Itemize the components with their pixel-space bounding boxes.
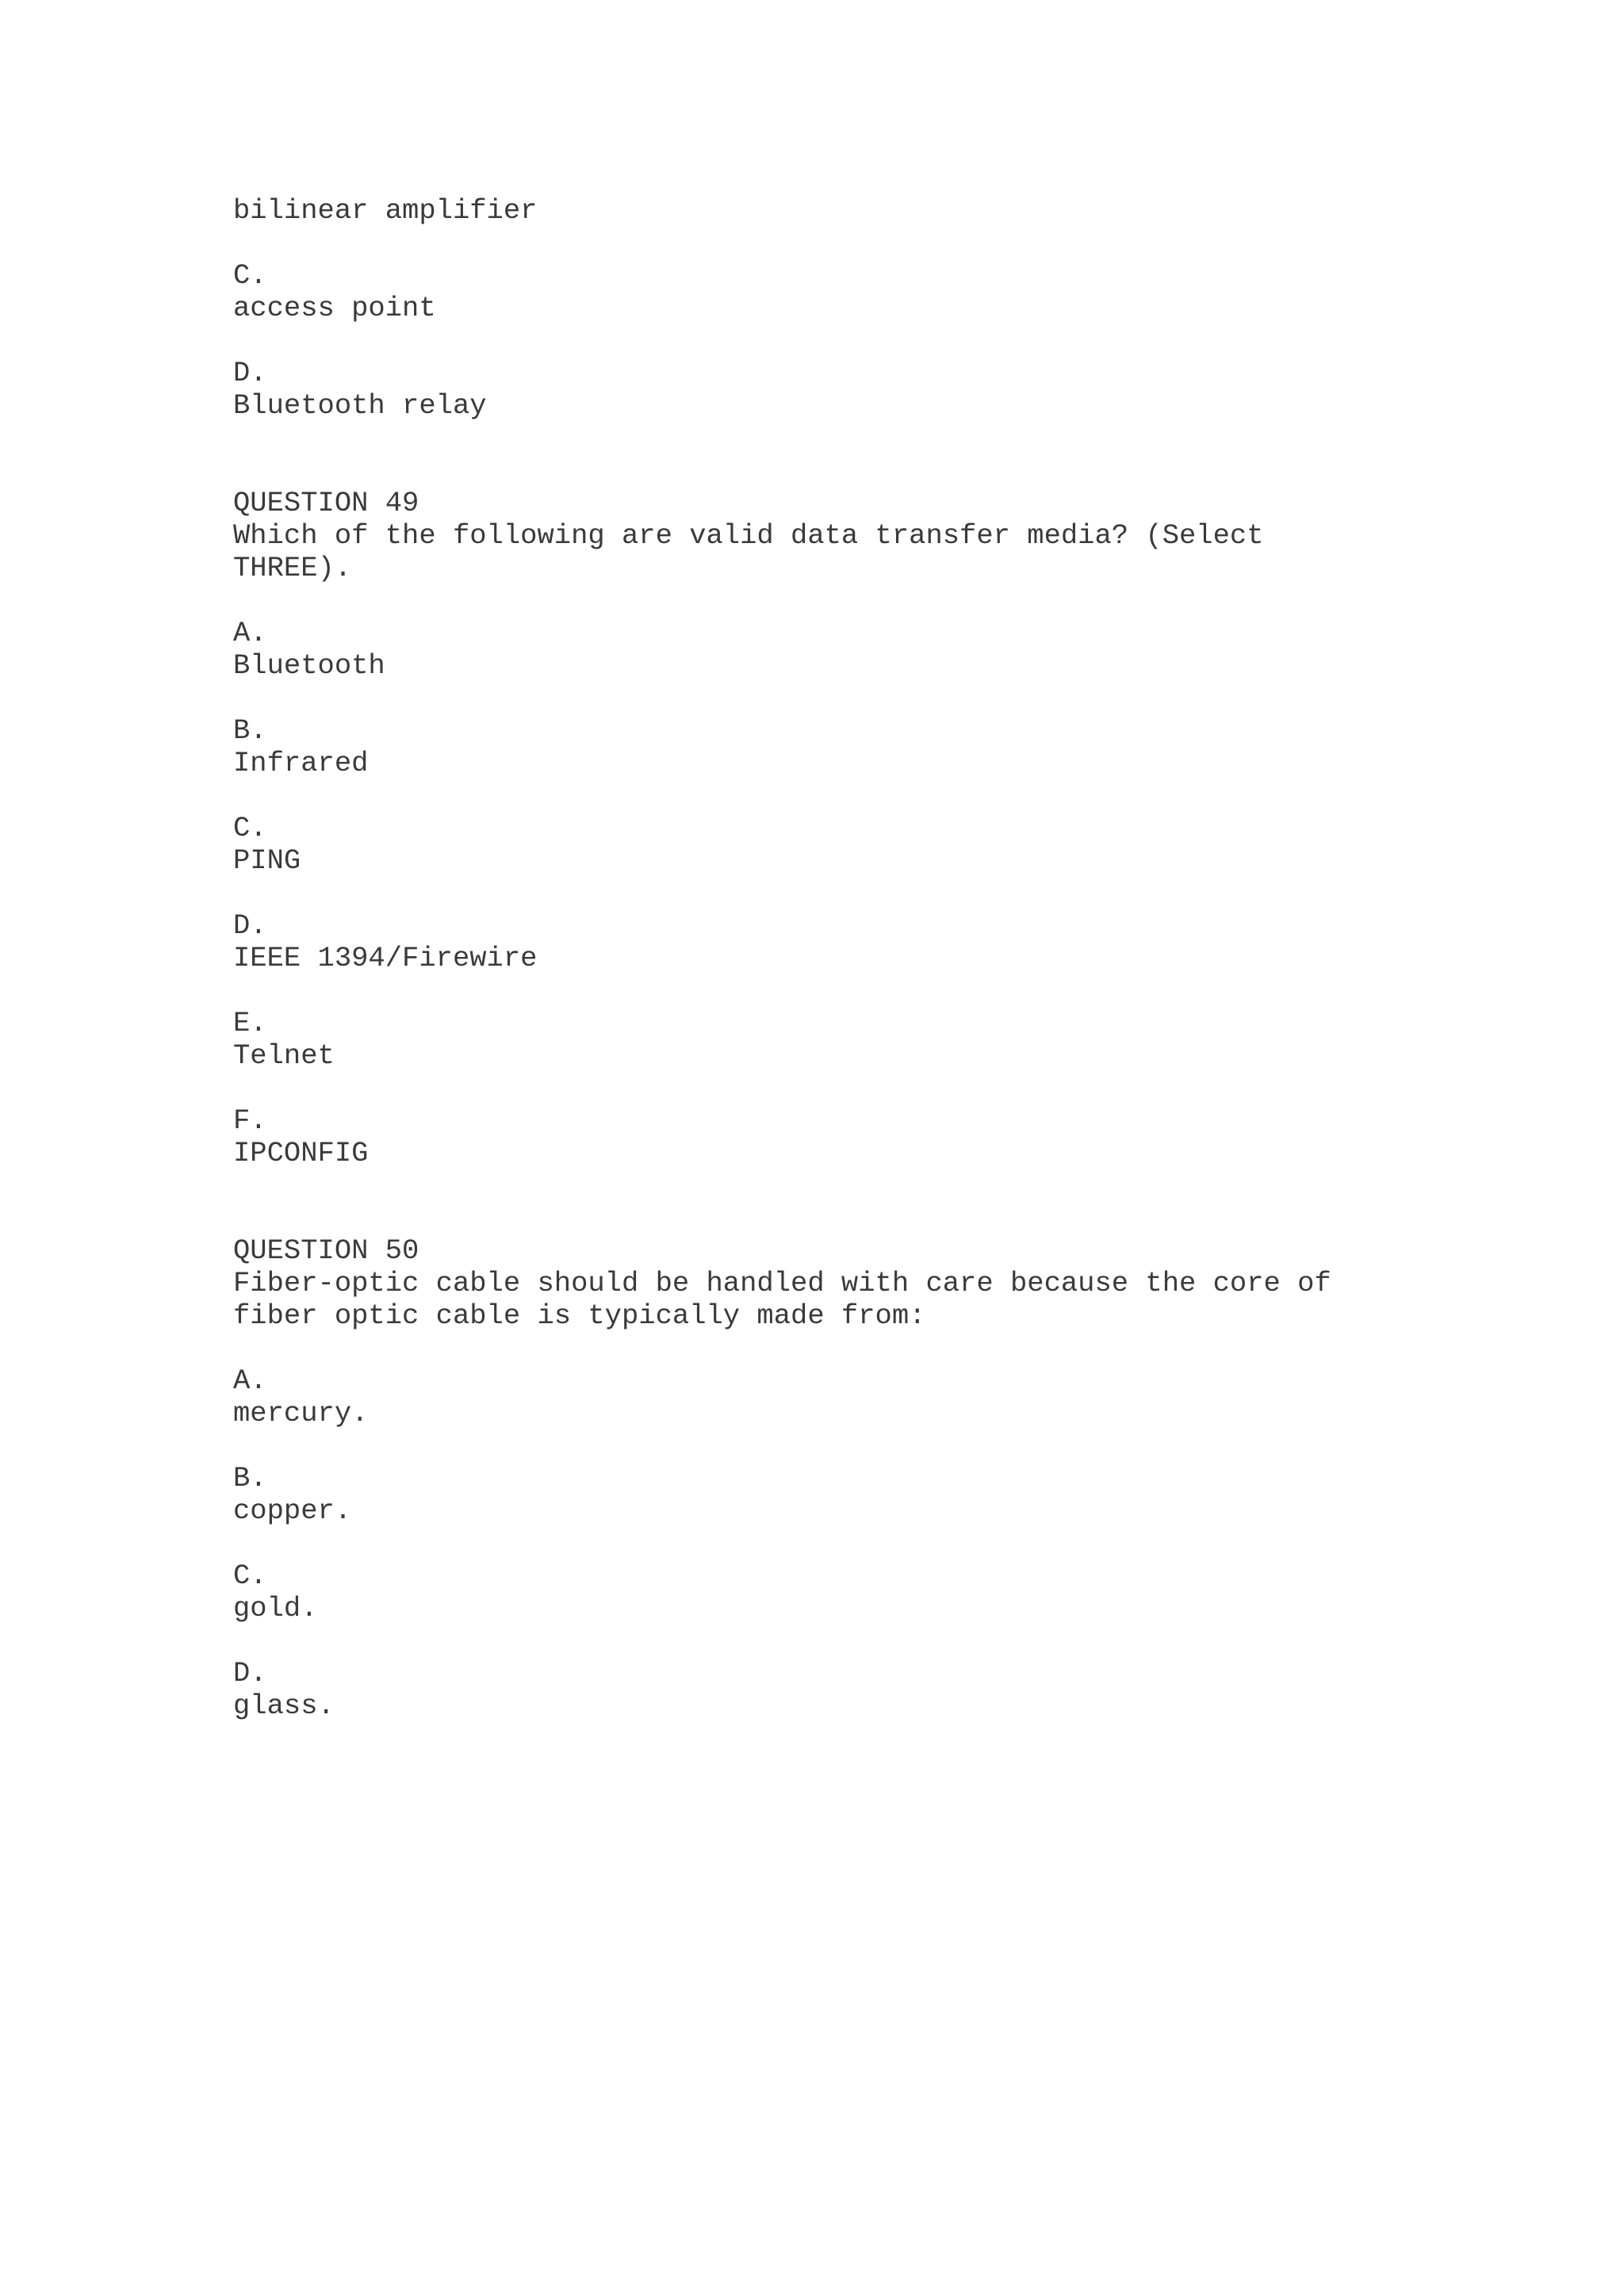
option-text: IEEE 1394/Firewire xyxy=(233,942,538,974)
option-text: glass. xyxy=(233,1689,335,1722)
option-label: D. xyxy=(233,1657,267,1689)
option-text: PING xyxy=(233,844,301,877)
question-text-line: fiber optic cable is typically made from: xyxy=(233,1299,926,1332)
option-label: A. xyxy=(233,1364,267,1397)
question-text-line: THREE). xyxy=(233,552,352,584)
document-content xyxy=(233,194,1470,1722)
option-text: bilinear amplifier xyxy=(233,194,538,227)
option-label: A. xyxy=(233,617,267,649)
option-label: C. xyxy=(233,812,267,844)
option-label: B. xyxy=(233,1462,267,1494)
option-label: B. xyxy=(233,714,267,747)
question-heading: QUESTION 50 xyxy=(233,1234,419,1267)
option-label: C. xyxy=(233,259,267,292)
option-label: D. xyxy=(233,357,267,389)
option-text: mercury. xyxy=(233,1397,369,1429)
option-text: Bluetooth relay xyxy=(233,389,487,422)
option-text: IPCONFIG xyxy=(233,1137,369,1169)
question-text-line: Fiber-optic cable should be handled with care because the core of xyxy=(233,1267,1331,1299)
option-text: gold. xyxy=(233,1592,318,1624)
option-text: Infrared xyxy=(233,747,369,779)
option-text: Telnet xyxy=(233,1039,335,1072)
question-50 xyxy=(233,1234,1470,1722)
option-text: copper. xyxy=(233,1494,352,1527)
question-text-line: Which of the following are valid data transfer media? (Select xyxy=(233,519,1264,552)
option-label: E. xyxy=(233,1007,267,1039)
option-text: Bluetooth xyxy=(233,649,385,682)
option-label: C. xyxy=(233,1559,267,1592)
option-label: D. xyxy=(233,909,267,942)
question-heading: QUESTION 49 xyxy=(233,487,419,519)
question-49 xyxy=(233,487,1470,1169)
option-text: access point xyxy=(233,292,436,324)
previous-question-options xyxy=(233,194,1470,422)
option-label: F. xyxy=(233,1104,267,1137)
